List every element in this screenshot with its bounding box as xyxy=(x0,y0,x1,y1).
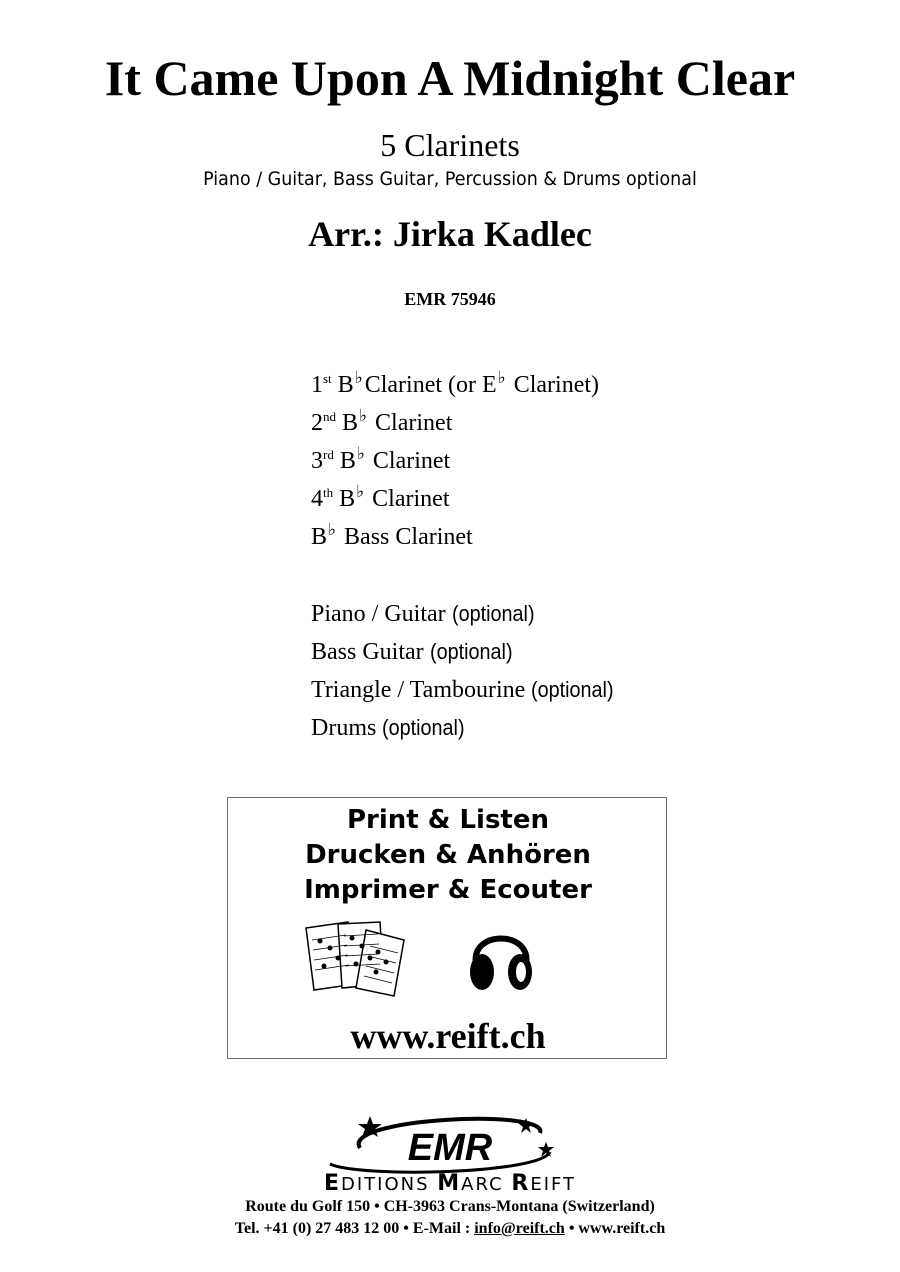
print-listen-line: Print & Listen xyxy=(346,805,550,835)
part-item: B♭ Bass Clarinet xyxy=(311,520,473,550)
print-listen-line: Imprimer & Ecouter xyxy=(304,875,592,905)
optional-instruments: Piano / Guitar, Bass Guitar, Percussion & Drums optional xyxy=(203,168,697,190)
headphones-icon xyxy=(466,920,536,996)
part-item: 1st B♭Clarinet (or E♭ Clarinet) xyxy=(311,368,600,398)
catalog-number: EMR 75946 xyxy=(404,289,496,309)
part-item: 2nd B♭ Clarinet xyxy=(311,406,453,436)
publisher-contact: Tel. +41 (0) 27 483 12 00 • E-Mail : info@reift.ch • www.reift.ch xyxy=(234,1220,666,1237)
optional-parts-list xyxy=(311,595,731,747)
publisher-address: Route du Golf 150 • CH-3963 Crans-Montana (Switzerland) xyxy=(245,1198,655,1215)
print-listen-box xyxy=(227,797,667,1059)
parts-list xyxy=(311,366,731,556)
website-url[interactable]: www.reift.ch xyxy=(350,1016,546,1056)
ensemble: 5 Clarinets xyxy=(380,127,520,163)
optional-part-item: Piano / Guitar (optional) xyxy=(311,601,535,627)
sheet-music-icon xyxy=(300,918,412,998)
optional-part-item: Bass Guitar (optional) xyxy=(311,639,513,665)
part-item: 3rd B♭ Clarinet xyxy=(311,444,451,474)
email-link[interactable]: info@reift.ch xyxy=(474,1220,565,1237)
print-listen-line: Drucken & Anhören xyxy=(305,840,591,870)
logo-text: EMR xyxy=(407,1127,493,1169)
part-item: 4th B♭ Clarinet xyxy=(311,482,450,512)
optional-part-item: Drums (optional) xyxy=(311,715,465,741)
publisher-name: EDITIONS MARC REIFT xyxy=(323,1171,577,1196)
optional-part-item: Triangle / Tambourine (optional) xyxy=(311,677,614,703)
arranger: Arr.: Jirka Kadlec xyxy=(308,214,592,254)
score-title: It Came Upon A Midnight Clear xyxy=(104,50,796,106)
